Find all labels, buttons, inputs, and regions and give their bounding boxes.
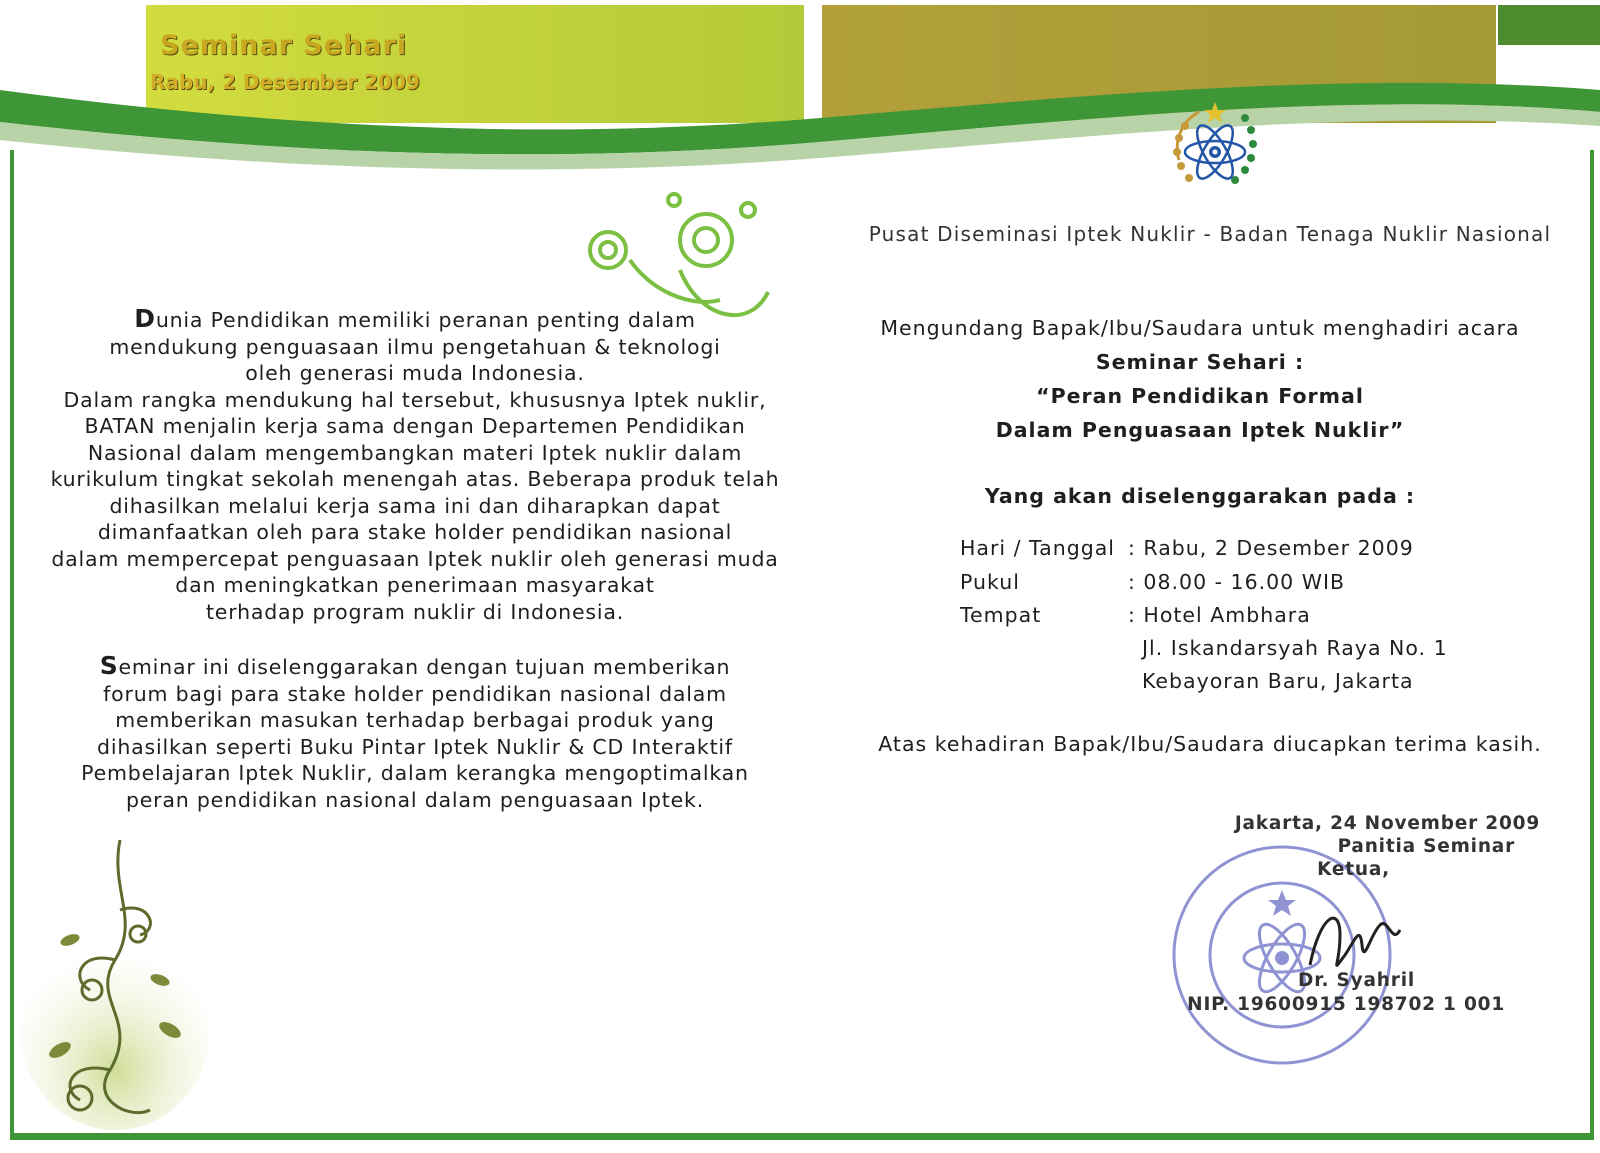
paragraph-line: Pembelajaran Iptek Nuklir, dalam kerangka mengoptimalkan	[81, 761, 749, 785]
held-on-heading: Yang akan diselenggarakan pada :	[984, 484, 1416, 508]
paragraph-line: BATAN menjalin kerja sama dengan Departemen Pendidikan	[84, 414, 746, 438]
paragraph-line: kurikulum tingkat sekolah menengah atas. Beberapa produk telah	[50, 467, 780, 491]
floral-ornament	[20, 830, 210, 1130]
event-title-line-2: Dalam Penguasaan Iptek Nuklir”	[995, 418, 1405, 442]
detail-value: : Rabu, 2 Desember 2009	[1128, 536, 1414, 560]
signer-nip: NIP. 19600915 198702 1 001	[1187, 994, 1505, 1015]
detail-value: : 08.00 - 16.00 WIB	[1128, 570, 1346, 594]
bottom-rule	[10, 1133, 1594, 1138]
invite-line: Mengundang Bapak/Ibu/Saudara untuk menghadiri acara	[880, 316, 1520, 340]
event-label: Seminar Sehari :	[1095, 350, 1305, 374]
committee-name: Panitia Seminar	[1337, 836, 1515, 857]
paragraph-line: terhadap program nuklir di Indonesia.	[205, 599, 625, 624]
paragraph-line: memberikan masukan terhadap berbagai produk yang	[115, 708, 715, 732]
detail-value: : Hotel Ambhara	[1128, 603, 1311, 627]
paragraph-line: unia Pendidikan memiliki peranan penting dalam	[155, 308, 696, 332]
signer-name: Dr. Syahril	[1298, 970, 1415, 991]
detail-label: Tempat	[960, 603, 1042, 627]
paragraph-intro	[20, 306, 810, 625]
header-title: Seminar Sehari	[160, 30, 408, 61]
signer-role: Ketua,	[1317, 859, 1390, 880]
header-corner-block	[1498, 5, 1600, 45]
paragraph-line: dimanfaatkan oleh para stake holder pendidikan nasional	[97, 520, 733, 544]
paragraph-line: dalam mempercepat penguasaan Iptek nuklir oleh generasi muda	[51, 546, 779, 571]
batan-logo	[1165, 100, 1265, 200]
address-text: Jl. Iskandarsyah Raya No. 1	[1142, 636, 1448, 660]
place-date: Jakarta, 24 November 2009	[1234, 813, 1540, 834]
event-title-line-1: “Peran Pendidikan Formal	[1036, 384, 1364, 408]
paragraph-line: oleh generasi muda Indonesia.	[245, 361, 585, 385]
paragraph-line: Dalam rangka mendukung hal tersebut, khususnya Iptek nuklir,	[63, 387, 767, 412]
paragraph-line: Nasional dalam mengembangkan materi Iptek nuklir dalam	[87, 440, 743, 465]
paragraph-line: peran pendidikan nasional dalam penguasaan Iptek.	[125, 787, 705, 812]
header-date: Rabu, 2 Desember 2009	[150, 70, 420, 94]
paragraph-line: dihasilkan seperti Buku Pintar Iptek Nuklir & CD Interaktif	[97, 734, 733, 759]
detail-label: Pukul	[960, 570, 1020, 594]
paragraph-purpose	[20, 653, 810, 813]
organization-name: Pusat Diseminasi Iptek Nuklir - Badan Tenaga Nuklir Nasional	[868, 222, 1552, 246]
paragraph-line: eminar ini diselenggarakan dengan tujuan memberikan	[118, 655, 731, 679]
thanks-line: Atas kehadiran Bapak/Ibu/Saudara diucapkan terima kasih.	[878, 732, 1542, 756]
dropcap-s: S	[99, 651, 119, 680]
dropcap-d: D	[134, 304, 156, 333]
detail-label: Hari / Tanggal	[960, 536, 1116, 560]
address-text: Kebayoran Baru, Jakarta	[1142, 669, 1414, 693]
paragraph-line: mendukung penguasaan ilmu pengetahuan & teknologi	[109, 334, 721, 359]
paragraph-line: dan meningkatkan penerimaan masyarakat	[175, 573, 655, 597]
paragraph-line: dihasilkan melalui kerja sama ini dan diharapkan dapat	[109, 493, 721, 518]
paragraph-line: forum bagi para stake holder pendidikan nasional dalam	[103, 681, 727, 706]
